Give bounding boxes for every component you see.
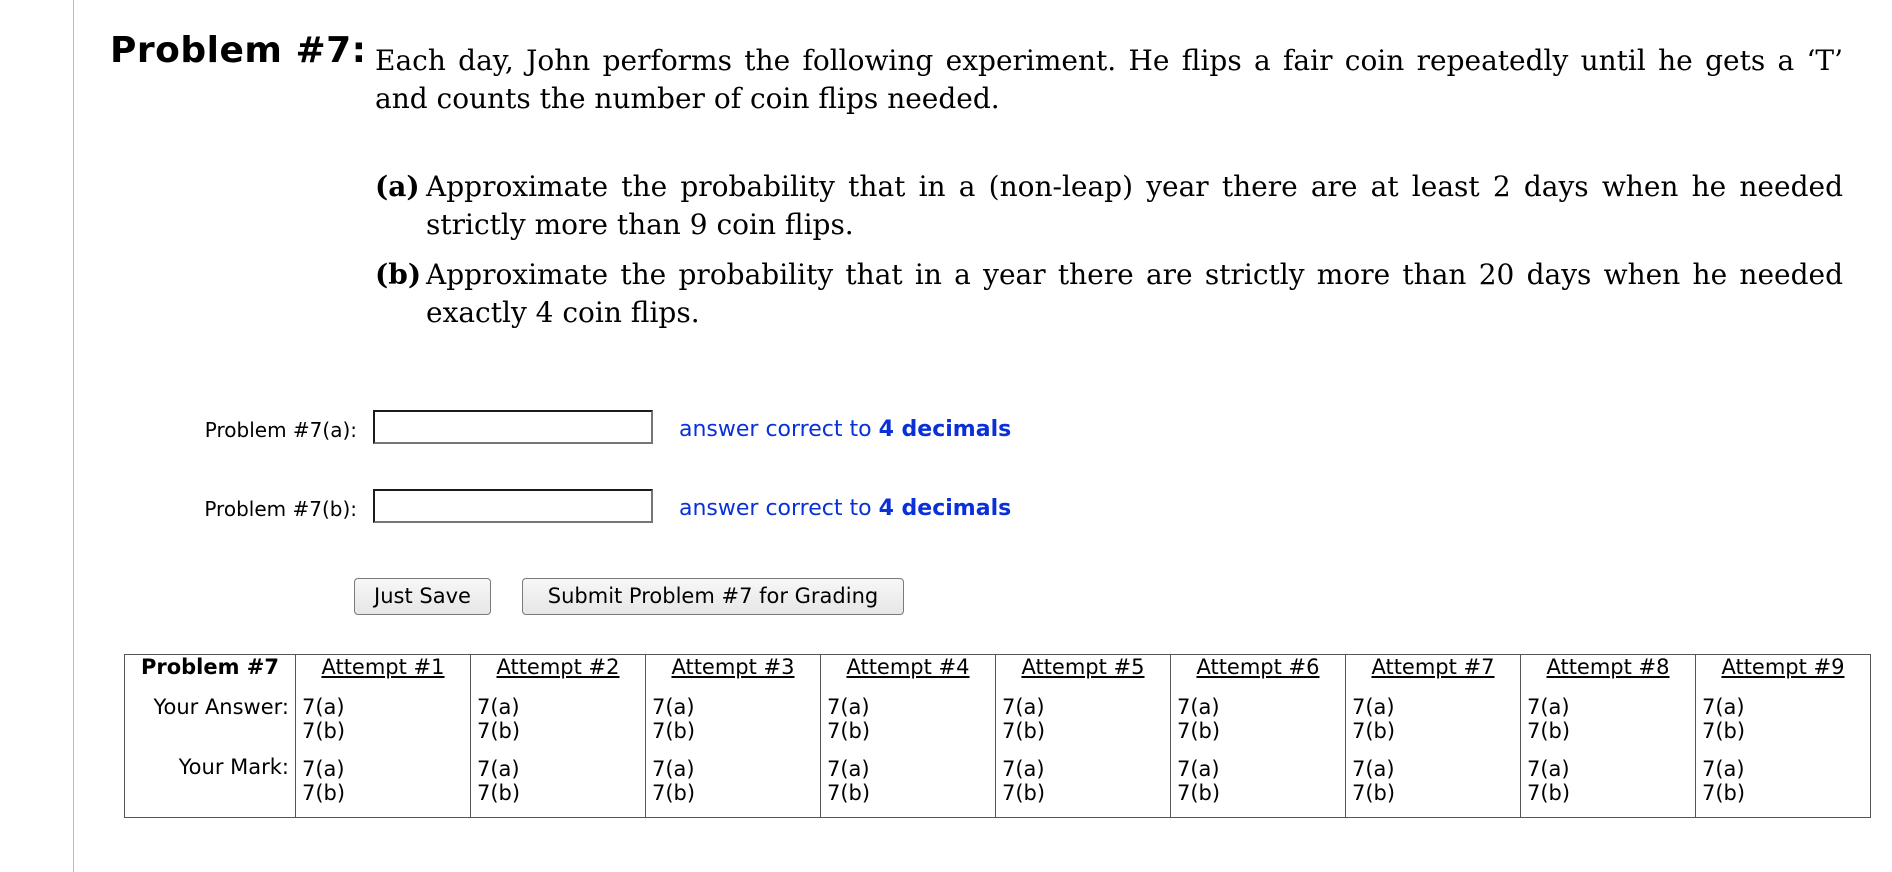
attempt-cell	[1346, 691, 1521, 755]
attempt-cell	[1696, 691, 1871, 755]
attempt-link-3[interactable]: Attempt #3	[646, 655, 821, 692]
attempt-link-2[interactable]: Attempt #2	[471, 655, 646, 692]
attempt-cell	[1346, 755, 1521, 818]
problem-heading: Problem #7:	[110, 30, 367, 71]
answer-label-a: Problem #7(a):	[204, 418, 357, 442]
attempt-link-6[interactable]: Attempt #6	[1171, 655, 1346, 692]
attempt-cell	[1696, 755, 1871, 818]
attempt-link-7[interactable]: Attempt #7	[1346, 655, 1521, 692]
attempt-cell	[996, 755, 1171, 818]
attempt-cell-line: 7(a)	[477, 695, 520, 719]
part-a-text: Approximate the probability that in a (non-leap) year there are at least 2 days when he needed strictly more than 9 coin flips.	[426, 170, 1843, 241]
attempt-cell-line: 7(b)	[1352, 719, 1396, 743]
attempt-cell-line: 7(b)	[827, 719, 871, 743]
attempt-cell	[1171, 691, 1346, 755]
part-b-text: Approximate the probability that in a year there are strictly more than 20 days when he needed exactly 4 coin flips.	[426, 258, 1843, 329]
attempt-cell-line: 7(b)	[1177, 781, 1221, 805]
attempt-cell-line: 7(b)	[1002, 719, 1046, 743]
attempt-cell-line: 7(a)	[652, 757, 695, 781]
problem-part-a	[375, 168, 1843, 244]
attempt-cell-line: 7(a)	[302, 757, 345, 781]
attempt-cell-line: 7(b)	[302, 719, 346, 743]
attempt-cell	[821, 755, 996, 818]
attempt-cell	[996, 691, 1171, 755]
attempt-cell	[471, 691, 646, 755]
answer-hint-b	[679, 496, 1011, 521]
attempt-cell	[646, 691, 821, 755]
attempt-cell-line: 7(b)	[1352, 781, 1396, 805]
your-mark-label: Your Mark:	[125, 755, 296, 818]
your-answer-row	[125, 691, 1871, 755]
attempt-cell-line: 7(b)	[477, 781, 521, 805]
attempt-cell-line: 7(b)	[1527, 781, 1571, 805]
answer-label-b: Problem #7(b):	[204, 497, 357, 521]
attempt-cell-line: 7(a)	[1177, 757, 1220, 781]
attempt-link-4[interactable]: Attempt #4	[821, 655, 996, 692]
attempt-cell	[471, 755, 646, 818]
attempt-link-8[interactable]: Attempt #8	[1521, 655, 1696, 692]
attempt-cell	[821, 691, 996, 755]
attempt-cell-line: 7(a)	[1352, 695, 1395, 719]
answer-hint-a-decimals: 4 decimals	[878, 417, 1012, 442]
attempt-cell	[296, 755, 471, 818]
answer-input-b[interactable]	[373, 489, 653, 523]
attempt-cell-line: 7(b)	[652, 781, 696, 805]
attempt-cell-line: 7(a)	[827, 695, 870, 719]
attempt-cell-line: 7(b)	[477, 719, 521, 743]
problem-part-b	[375, 256, 1843, 332]
attempts-header-row	[125, 655, 1871, 692]
attempt-cell-line: 7(a)	[1527, 695, 1570, 719]
attempt-cell-line: 7(b)	[302, 781, 346, 805]
answer-row-b	[0, 489, 1892, 529]
attempt-cell-line: 7(b)	[1702, 781, 1746, 805]
attempt-cell-line: 7(a)	[1702, 757, 1745, 781]
attempt-cell-line: 7(b)	[827, 781, 871, 805]
answer-hint-a-prefix: answer correct to	[679, 417, 872, 442]
answer-hint-b-decimals: 4 decimals	[878, 496, 1012, 521]
attempt-cell-line: 7(a)	[827, 757, 870, 781]
answer-input-a[interactable]	[373, 410, 653, 444]
attempt-cell-line: 7(b)	[1527, 719, 1571, 743]
answer-hint-a	[679, 417, 1011, 442]
your-mark-row	[125, 755, 1871, 818]
part-a-label: (a)	[375, 170, 420, 203]
attempt-cell-line: 7(b)	[652, 719, 696, 743]
attempt-cell	[646, 755, 821, 818]
answer-row-a	[0, 410, 1892, 450]
attempts-table	[124, 654, 1871, 818]
attempt-cell-line: 7(a)	[1002, 695, 1045, 719]
attempt-cell	[296, 691, 471, 755]
attempt-cell-line: 7(b)	[1177, 719, 1221, 743]
attempt-cell	[1521, 691, 1696, 755]
attempt-link-5[interactable]: Attempt #5	[996, 655, 1171, 692]
answer-hint-b-prefix: answer correct to	[679, 496, 872, 521]
attempts-table-title: Problem #7	[125, 655, 296, 692]
attempt-cell-line: 7(a)	[1352, 757, 1395, 781]
attempt-cell-line: 7(a)	[1177, 695, 1220, 719]
attempt-cell-line: 7(a)	[652, 695, 695, 719]
attempt-cell-line: 7(b)	[1002, 781, 1046, 805]
attempt-cell-line: 7(b)	[1702, 719, 1746, 743]
attempt-cell-line: 7(a)	[1002, 757, 1045, 781]
attempt-cell	[1521, 755, 1696, 818]
just-save-button[interactable]: Just Save	[354, 578, 491, 615]
attempt-cell-line: 7(a)	[1527, 757, 1570, 781]
attempt-cell-line: 7(a)	[1702, 695, 1745, 719]
attempt-link-1[interactable]: Attempt #1	[296, 655, 471, 692]
part-b-label: (b)	[375, 258, 422, 291]
attempts-table-body	[125, 691, 1871, 818]
attempt-link-9[interactable]: Attempt #9	[1696, 655, 1871, 692]
submit-for-grading-button[interactable]: Submit Problem #7 for Grading	[522, 578, 904, 615]
attempt-cell-line: 7(a)	[302, 695, 345, 719]
problem-statement: Each day, John performs the following experiment. He flips a fair coin repeatedly until he gets a ‘T’ and counts the number of coin flips needed.	[375, 44, 1843, 115]
attempt-cell-line: 7(a)	[477, 757, 520, 781]
attempt-cell	[1171, 755, 1346, 818]
your-answer-label: Your Answer:	[125, 691, 296, 755]
